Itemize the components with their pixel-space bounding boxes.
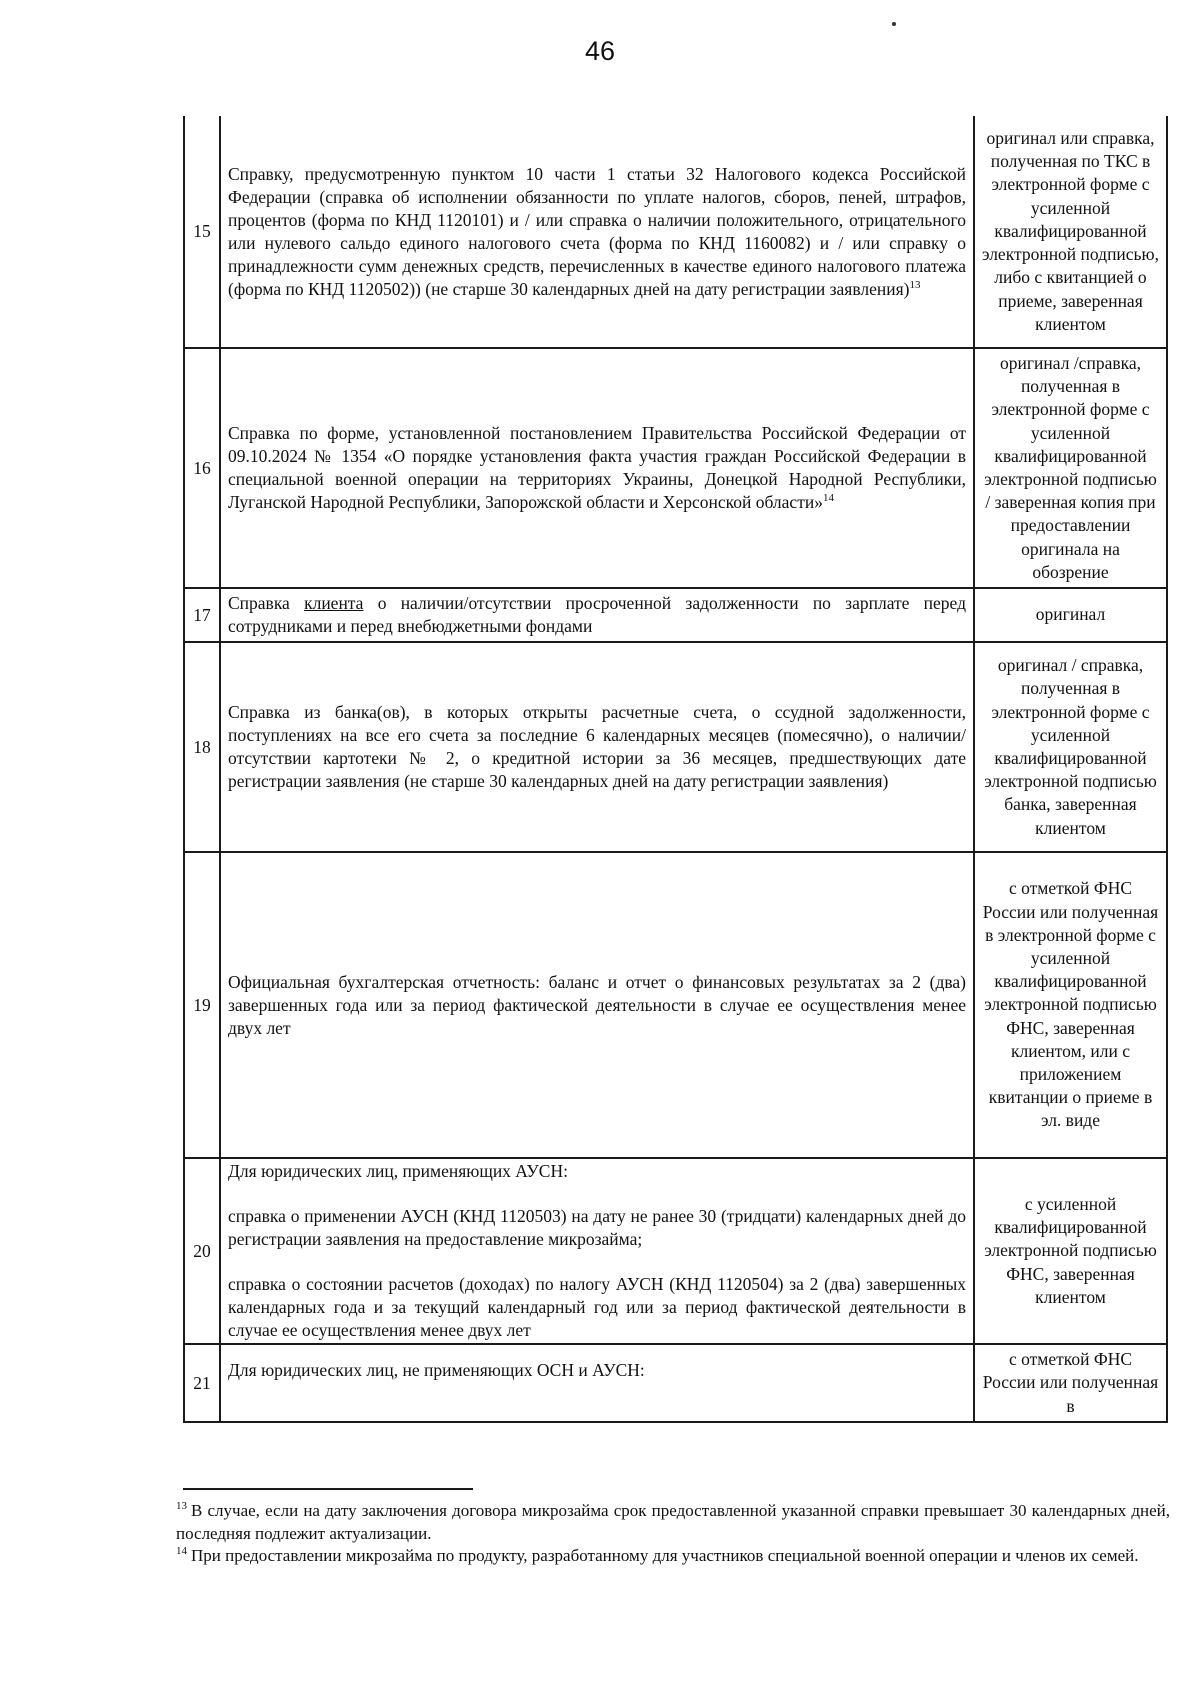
description-text: Справку, предусмотренную пунктом 10 части 1 статьи 32 Налогового кодекса Российской Федерации (справка об исполнении обязанности по уплате налогов, сборов, пеней, штрафов, процентов (форма по КНД 1120101) и / или справка о наличии положительного, отрицательного или нулевого сальдо единого налогового счета (форма по КНД 1160082) и / или справку о принадлежности сумм денежных средств, перечисленных в качестве единого налогового платежа (форма по КНД 1120502)) (не старше 30 календарных дней на дату регистрации заявления) [228, 163, 966, 299]
document-form: оригинал / справка, полученная в электронной форме с усиленной квалифицированной электронной подписью банка, заверенная клиентом [974, 642, 1167, 852]
table-row [184, 116, 1167, 348]
footnote-text: В случае, если на дату заключения договора микрозайма срок предоставленной указанной справки превышает 30 календарных дней, последняя подлежит актуализации. [176, 1501, 1170, 1543]
document-form: с усиленной квалифицированной электронной подписью ФНС, заверенная клиентом [974, 1158, 1167, 1344]
description-text: справка о применении АУСН (КНД 1120503) на дату не ранее 30 (тридцати) календарных дней до регистрации заявления на предоставление микрозайма; [228, 1206, 966, 1249]
document-description [220, 852, 974, 1158]
row-number: 15 [184, 116, 220, 348]
scan-speck [892, 22, 896, 26]
document-description [220, 1158, 974, 1344]
document-description [220, 116, 974, 348]
document-description [220, 588, 974, 642]
document-form: оригинал или справка, полученная по ТКС в электронной форме с усиленной квалифицированной электронной подписью, либо с квитанцией о приеме, заверенная клиентом [974, 116, 1167, 348]
description-text: Справка из банка(ов), в которых открыты расчетные счета, о ссудной задолженности, поступлениях на все его счета за последние 6 календарных месяцев (помесячно), о наличии/отсутствии картотеки № 2, о кредитной истории за 36 месяцев, предшествующих дате регистрации заявления (не старше 30 календарных дней на дату регистрации заявления) [228, 702, 966, 791]
footnote-ref: 14 [822, 492, 834, 504]
table-row [184, 852, 1167, 1158]
footnote-text: При предоставлении микрозайма по продукту, разработанному для участников специальной военной операции и членов их семей. [191, 1546, 1139, 1565]
description-heading: Для юридических лиц, не применяющих ОСН и АУСН: [228, 1360, 645, 1380]
footnote-mark: 14 [176, 1545, 187, 1557]
footnote [176, 1500, 1170, 1545]
description-text: о наличии/отсутствии просроченной задолженности по зарплате перед сотрудниками и перед внебюджетными фондами [228, 593, 966, 636]
document-description [220, 348, 974, 588]
table-row [184, 642, 1167, 852]
document-description [220, 642, 974, 852]
description-text: Официальная бухгалтерская отчетность: баланс и отчет о финансовых результатах за 2 (два) завершенных года или за период фактической деятельности в случае ее осуществления менее двух лет [228, 971, 966, 1038]
footnote-separator [183, 1488, 473, 1490]
description-heading: Для юридических лиц, применяющих АУСН: [228, 1161, 568, 1181]
description-text: Справка [228, 593, 305, 613]
row-number: 17 [184, 588, 220, 642]
documents-table [183, 116, 1168, 1423]
document-form: оригинал /справка, полученная в электронной форме с усиленной квалифицированной электронной подписью / заверенная копия при предоставлении оригинала на обозрение [974, 348, 1167, 588]
description-text: Справка по форме, установленной постановлением Правительства Российской Федерации от 09.10.2024 № 1354 «О порядке установления факта участия граждан Российской Федерации в специальной военной операции на территориях Украины, Донецкой Народной Республики, Луганской Народной Республики, Запорожской области и Херсонской области» [228, 423, 966, 512]
row-number: 19 [184, 852, 220, 1158]
page-number: 46 [584, 36, 616, 66]
description-text: справка о состоянии расчетов (доходах) по налогу АУСН (КНД 1120504) за 2 (два) завершенных календарных года и за текущий календарный год или за период фактической деятельности в случае ее осуществления менее двух лет [228, 1274, 966, 1340]
row-number: 20 [184, 1158, 220, 1344]
footnotes [176, 1500, 1170, 1568]
footnote-mark: 13 [176, 1500, 187, 1512]
footnote [176, 1545, 1170, 1568]
footnote-ref: 13 [909, 278, 921, 291]
row-number: 18 [184, 642, 220, 852]
table-row [184, 588, 1167, 642]
table-row [184, 1158, 1167, 1344]
document-form: с отметкой ФНС России или полученная в [974, 1344, 1167, 1422]
document-form: с отметкой ФНС России или полученная в электронной форме с усиленной квалифицированной электронной подписью ФНС, заверенная клиентом, или с приложением квитанции о приеме в эл. виде [974, 852, 1167, 1158]
row-number: 21 [184, 1344, 220, 1422]
table-row [184, 348, 1167, 588]
table-row [184, 1344, 1167, 1422]
document-form: оригинал [974, 588, 1167, 642]
document-description [220, 1344, 974, 1422]
description-underlined: клиента [304, 593, 364, 613]
row-number: 16 [184, 348, 220, 588]
